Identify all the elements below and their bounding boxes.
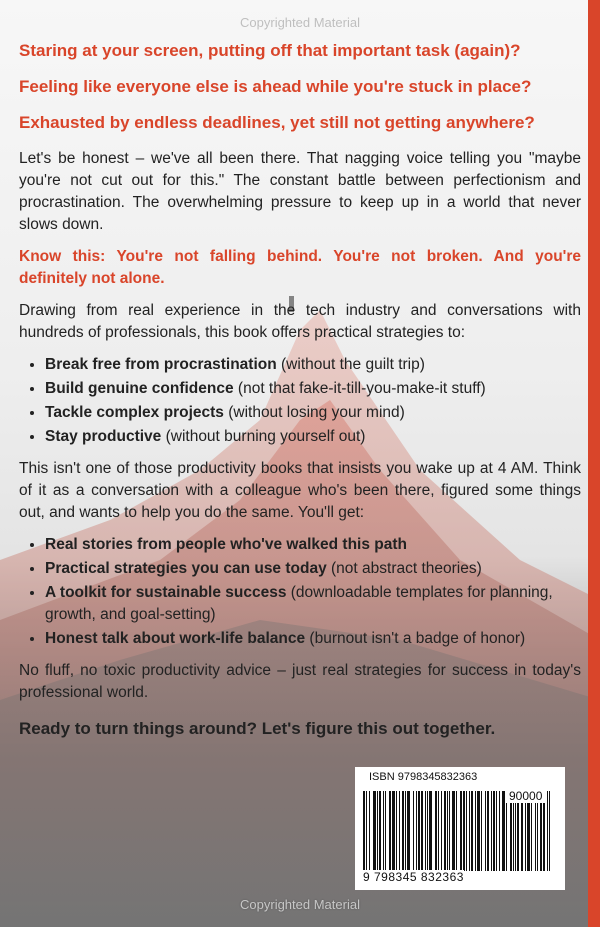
barcode-bar — [485, 791, 486, 871]
barcode-bar — [543, 791, 545, 871]
barcode-bar — [531, 791, 532, 871]
barcode-bar — [366, 791, 367, 871]
gets-list — [19, 534, 581, 650]
emphasis-paragraph: Know this: You're not falling behind. You're not broken. And you're definitely not alone. — [19, 248, 581, 287]
barcode-bar — [377, 791, 378, 871]
barcode-bar — [537, 791, 538, 871]
barcode-bar — [481, 791, 482, 871]
barcode-bar — [527, 791, 530, 871]
barcode-bar — [425, 791, 426, 871]
barcode-bar — [435, 791, 437, 871]
barcode-bar — [407, 791, 410, 871]
barcode-bar — [515, 791, 516, 871]
barcode-bar — [416, 791, 417, 871]
barcode-bar — [456, 791, 457, 871]
barcode-bar — [513, 791, 514, 871]
barcode-bar — [463, 791, 465, 871]
barcode-bar — [383, 791, 384, 871]
barcode-bar — [540, 791, 542, 871]
barcode-bar — [447, 791, 448, 871]
barcode-bar — [471, 791, 473, 871]
barcode-bar — [389, 791, 391, 871]
hook-question: Staring at your screen, putting off that important task (again)? — [19, 41, 521, 60]
barcode-bar — [452, 791, 455, 871]
intro-paragraph: Let's be honest – we've all been there. That nagging voice telling you "maybe you're not cut out for this." The constant battle between perfectionism and procrastination. The overwhelming pressure to keep up in a world that never slows down. — [19, 150, 581, 233]
barcode-bar — [421, 791, 423, 871]
list-item: • Practical strategies you can use today (not abstract theories) — [45, 558, 581, 580]
barcode-bar — [413, 791, 414, 871]
barcode-bar — [396, 791, 397, 871]
barcode-bar — [392, 791, 395, 871]
barcode-bar — [429, 791, 432, 871]
barcode-bar — [549, 791, 550, 871]
copyright-watermark-top: Copyrighted Material — [240, 15, 360, 30]
barcode-bar — [385, 791, 386, 871]
barcode-bar — [477, 791, 480, 871]
closing-paragraph: No fluff, no toxic productivity advice – just real strategies for success in today's professional world. — [19, 662, 581, 701]
barcode-bar — [535, 791, 536, 871]
barcode-bar — [510, 791, 512, 871]
barcode-bar — [399, 791, 400, 871]
barcode-bar — [444, 791, 446, 871]
isbn-label: ISBN 9798345832363 — [369, 771, 478, 783]
list-item: • A toolkit for sustainable success (downloadable templates for planning, growth, and goal-setting) — [45, 582, 581, 626]
strategies-list — [19, 354, 581, 448]
barcode-bar — [506, 791, 507, 871]
list-item: • Real stories from people who've walked this path — [45, 534, 581, 556]
barcode-bar — [517, 791, 519, 871]
barcode-bar — [491, 791, 492, 871]
list-item: • Honest talk about work-life balance (burnout isn't a badge of honor) — [45, 628, 581, 650]
barcode-bar — [427, 791, 428, 871]
isbn-barcode — [355, 767, 565, 890]
price-code: 90000 — [506, 789, 545, 803]
barcode-bar — [469, 791, 470, 871]
barcode-bar — [402, 791, 404, 871]
barcode-bar — [493, 791, 495, 871]
call-to-action: Ready to turn things around? Let's figure this out together. — [19, 719, 496, 738]
list-item: • Tackle complex projects (without losing your mind) — [45, 402, 581, 424]
blurb — [19, 40, 581, 740]
barcode-bar — [487, 791, 489, 871]
barcode-bar — [525, 791, 526, 871]
barcode-bar — [449, 791, 450, 871]
list-item: • Break free from procrastination (without the guilt trip) — [45, 354, 581, 376]
gets-intro: This isn't one of those productivity books that insists you wake up at 4 AM. Think of it as a conversation with a colleague who's been there, figured some things out, and wants to help you do the same. You'll get: — [19, 460, 581, 521]
barcode-bar — [369, 791, 370, 871]
list-item: • Stay productive (without burning yourself out) — [45, 426, 581, 448]
barcode-bar — [521, 791, 523, 871]
barcode-bar — [379, 791, 381, 871]
hook-question: Feeling like everyone else is ahead while you're stuck in place? — [19, 77, 532, 96]
strategies-intro: Drawing from real experience in the tech industry and conversations with hundreds of professionals, this book offers practical strategies to: — [19, 302, 581, 341]
copyright-watermark-bottom: Copyrighted Material — [240, 897, 360, 912]
barcode-bar — [502, 791, 505, 871]
barcode-bar — [441, 791, 442, 871]
barcode-bar — [405, 791, 406, 871]
barcode-bar — [418, 791, 420, 871]
barcode-bar — [496, 791, 497, 871]
barcode-digits: 9 798345 832363 — [363, 870, 464, 884]
barcode-bar — [363, 791, 365, 871]
barcode-bar — [466, 791, 467, 871]
hook-question: Exhausted by endless deadlines, yet still not getting anywhere? — [19, 113, 535, 132]
barcode-bar — [460, 791, 462, 871]
accent-stripe — [588, 0, 600, 927]
barcode-bar — [373, 791, 376, 871]
list-item: • Build genuine confidence (not that fake-it-till-you-make-it stuff) — [45, 378, 581, 400]
barcode-bar — [438, 791, 439, 871]
barcode-bar — [475, 791, 476, 871]
barcode-bar — [499, 791, 500, 871]
barcode-bar — [547, 791, 548, 871]
